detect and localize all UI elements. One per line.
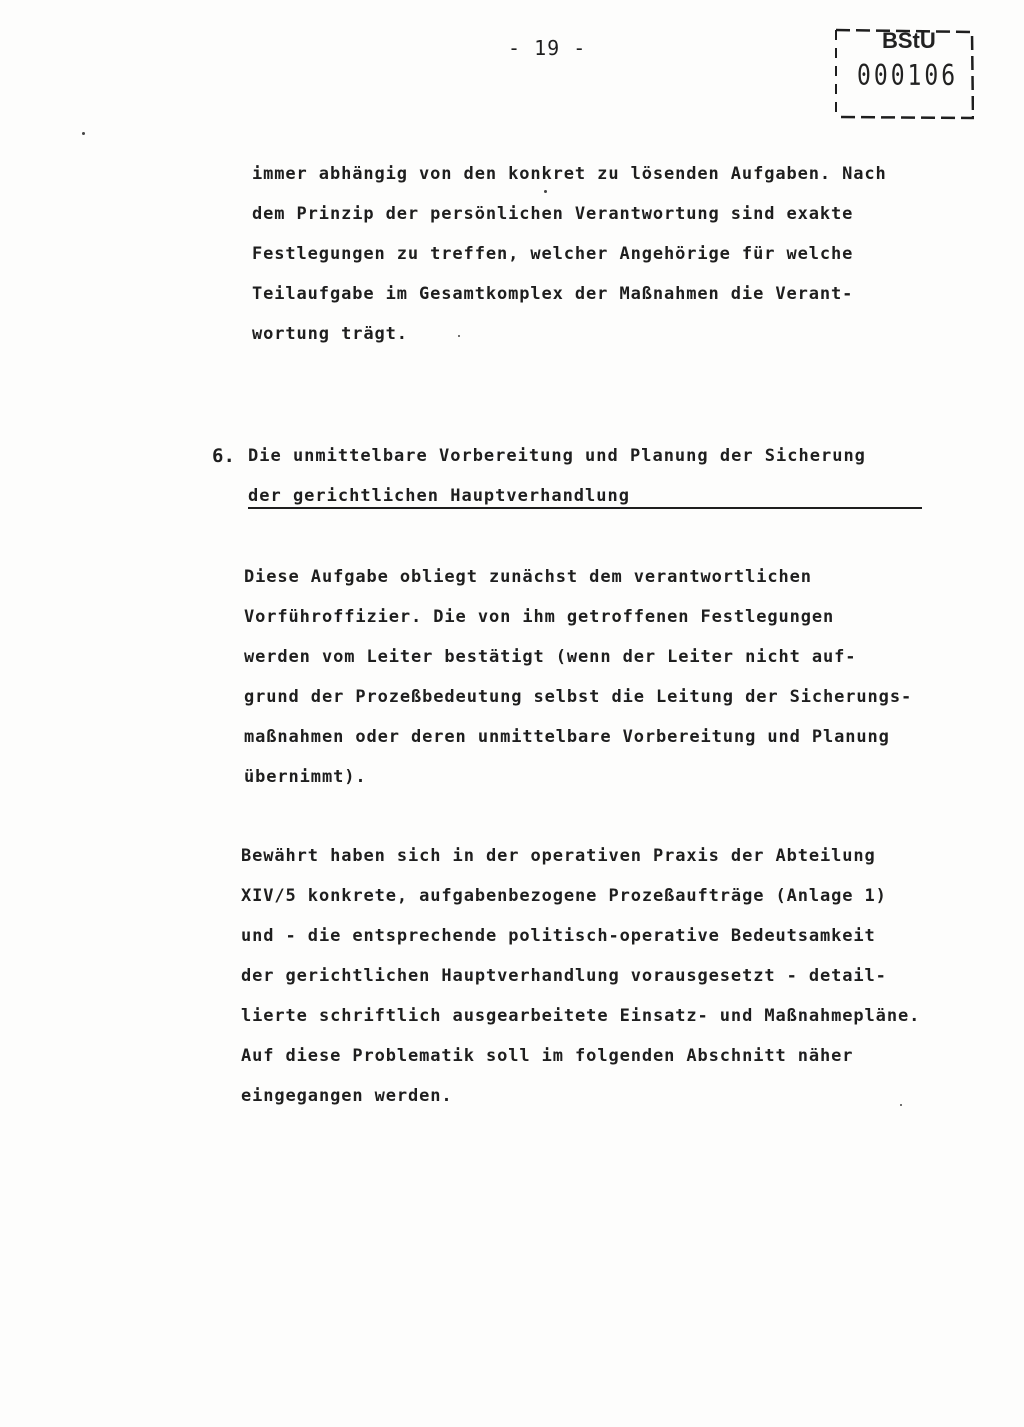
text-line: der gerichtlichen Hauptverhandlung vorausgesetzt - detail- [241,966,887,986]
stamp-label: BStU [882,28,936,53]
text-line: übernimmt). [244,767,367,787]
scan-speck [900,1104,902,1106]
paragraph-2 [244,557,912,797]
text-line: eingegangen werden. [241,1086,453,1106]
text-line: Bewährt haben sich in der operativen Praxis der Abteilung [241,846,876,866]
scan-speck [458,335,460,337]
archive-stamp [832,24,974,120]
text-line: Auf diese Problematik soll im folgenden Abschnitt näher [241,1046,854,1066]
section-number: 6. [212,445,235,467]
text-line: immer abhängig von den konkret zu lösenden Aufgaben. Nach [252,164,887,184]
heading-underline [248,507,922,509]
text-line: maßnahmen oder deren unmittelbare Vorbereitung und Planung [244,727,890,747]
paragraph-3 [241,836,920,1116]
text-line: grund der Prozeßbedeutung selbst die Leitung der Sicherungs- [244,687,913,707]
scan-speck [82,132,85,135]
text-line: Teilaufgabe im Gesamtkomplex der Maßnahmen die Verant- [252,284,854,304]
text-line: werden vom Leiter bestätigt (wenn der Leiter nicht auf- [244,647,857,667]
text-line: und - die entsprechende politisch-operative Bedeutsamkeit [241,926,876,946]
text-line: Festlegungen zu treffen, welcher Angehörige für welche [252,244,854,264]
text-line: Diese Aufgabe obliegt zunächst dem verantwortlichen [244,567,812,587]
stamp-number: 000106 [857,60,959,93]
paragraph-1 [252,154,887,354]
page-number: - 19 - [508,36,587,60]
section-heading [248,436,866,516]
heading-line: Die unmittelbare Vorbereitung und Planung der Sicherung [248,446,866,466]
text-line: XIV/5 konkrete, aufgabenbezogene Prozeßaufträge (Anlage 1) [241,886,887,906]
text-line: Vorführoffizier. Die von ihm getroffenen Festlegungen [244,607,835,627]
heading-line: der gerichtlichen Hauptverhandlung [248,486,630,506]
text-line: wortung trägt. [252,324,408,344]
text-line: dem Prinzip der persönlichen Verantwortung sind exakte [252,204,854,224]
scan-speck [544,190,547,193]
text-line: lierte schriftlich ausgearbeitete Einsatz- und Maßnahmepläne. [241,1006,921,1026]
